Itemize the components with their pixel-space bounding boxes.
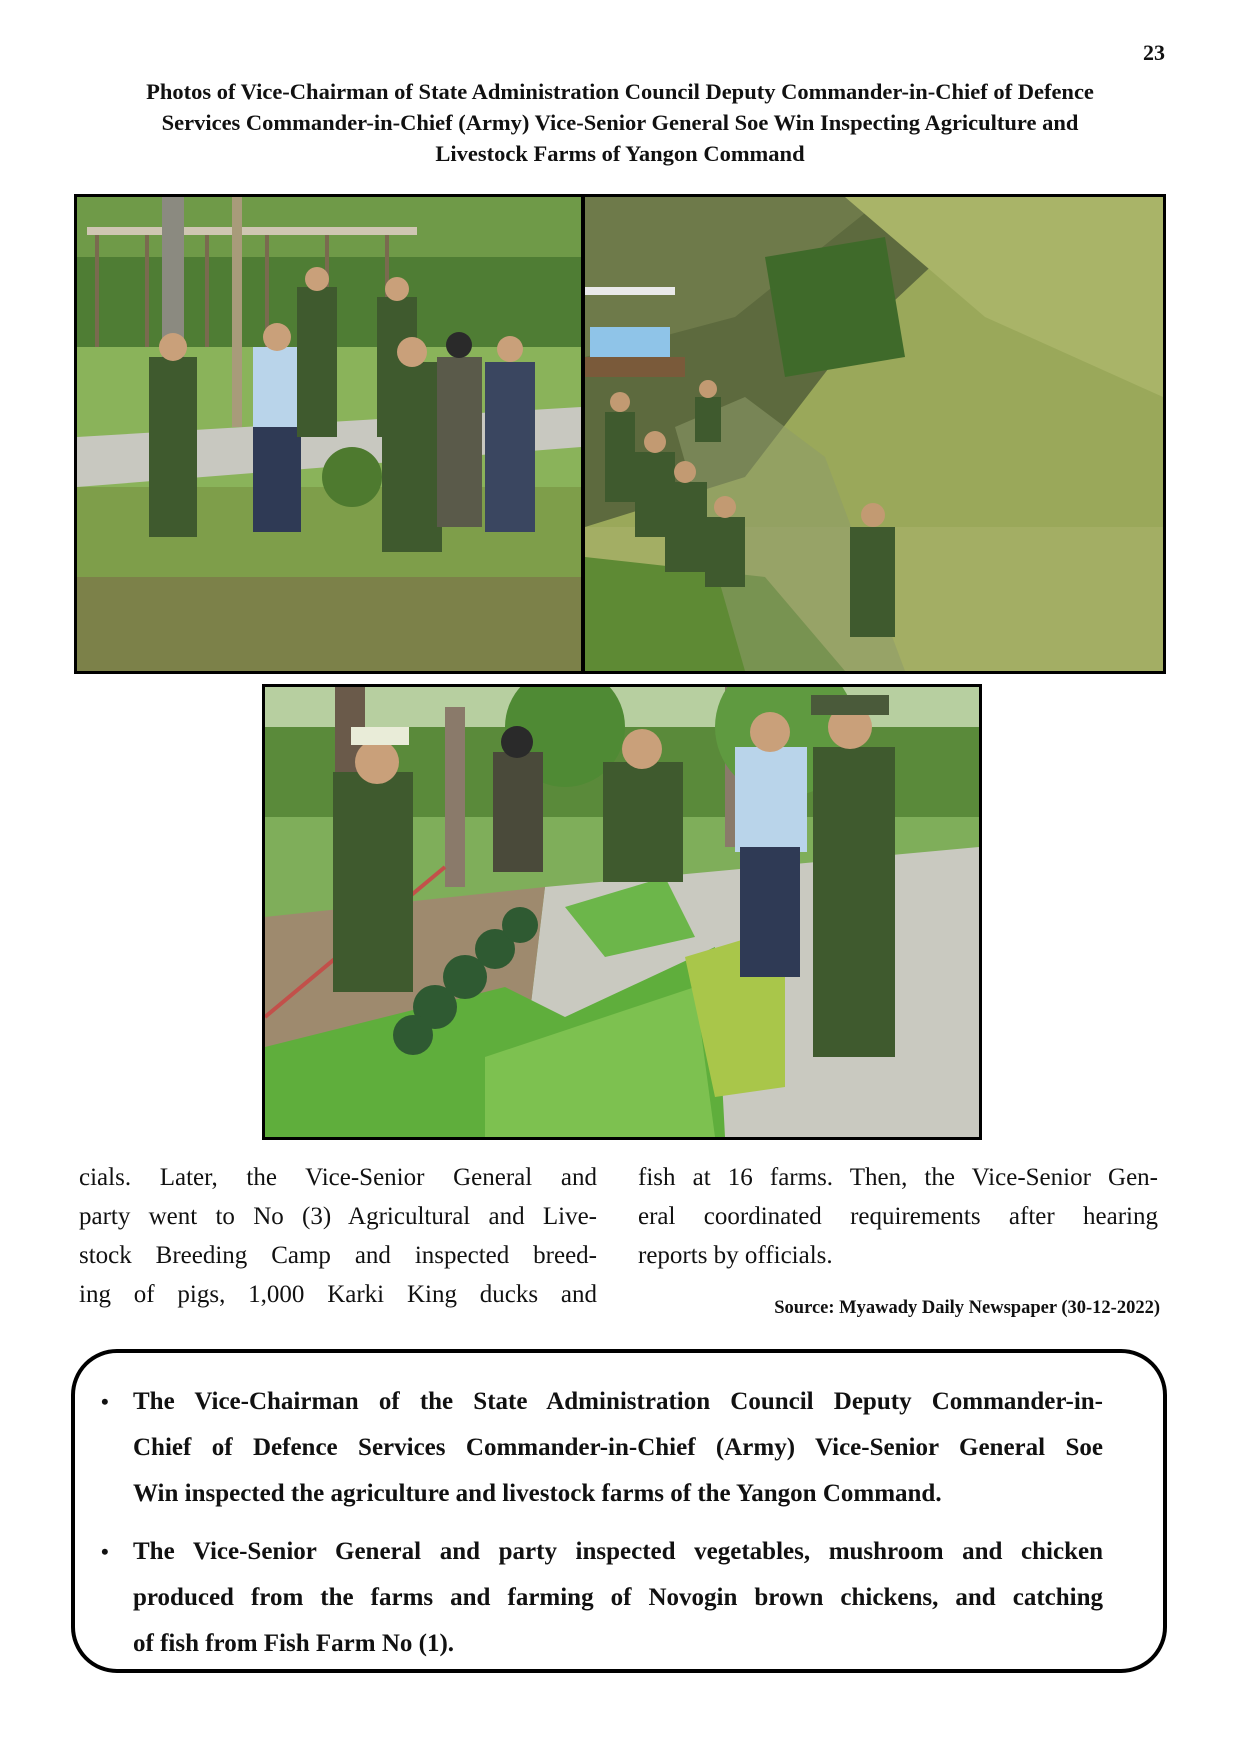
photo-produce-display bbox=[265, 687, 979, 1137]
text-line: cials. Later, the Vice-Senior General and bbox=[79, 1164, 597, 1191]
text-line: eral coordinated requirements after hearing bbox=[638, 1203, 1158, 1230]
text-line: stock Breeding Camp and inspected breed- bbox=[79, 1242, 597, 1269]
bullet-icon: • bbox=[101, 1539, 109, 1564]
bullet-line: of fish from Fish Farm No (1). bbox=[133, 1630, 455, 1657]
photo-frame-top bbox=[74, 194, 1166, 674]
article-text-left-column bbox=[79, 1158, 597, 1314]
bullet-line: produced from the farms and farming of Novogin brown chickens, and catching bbox=[133, 1584, 1103, 1611]
summary-box bbox=[71, 1349, 1167, 1673]
text-line: reports by officials. bbox=[638, 1242, 833, 1269]
bullet-text bbox=[133, 1379, 1103, 1517]
title-line: Services Commander-in-Chief (Army) Vice-Senior General Soe Win Inspecting Agriculture and bbox=[161, 110, 1079, 135]
photo-frame-bottom bbox=[262, 684, 982, 1140]
photo-fish-catching bbox=[585, 197, 1163, 671]
text-line: fish at 16 farms. Then, the Vice-Senior Gen- bbox=[638, 1164, 1158, 1191]
bullet-text bbox=[133, 1529, 1103, 1667]
article-text-right-column bbox=[638, 1158, 1158, 1275]
text-line: party went to No (3) Agricultural and Live- bbox=[79, 1203, 597, 1230]
text-line: ing of pigs, 1,000 Karki King ducks and bbox=[79, 1281, 597, 1308]
photo-officials-at-garden bbox=[77, 197, 581, 671]
page-title bbox=[70, 76, 1170, 169]
bullet-line: The Vice-Senior General and party inspected vegetables, mushroom and chicken bbox=[133, 1538, 1103, 1565]
title-line: Photos of Vice-Chairman of State Administration Council Deputy Commander-in-Chief of Defence bbox=[146, 79, 1094, 104]
page-number: 23 bbox=[1143, 40, 1165, 65]
bullet-line: The Vice-Chairman of the State Administration Council Deputy Commander-in- bbox=[133, 1388, 1103, 1415]
title-line: Livestock Farms of Yangon Command bbox=[435, 141, 805, 166]
source-citation: Source: Myawady Daily Newspaper (30-12-2022) bbox=[774, 1298, 1160, 1318]
bullet-icon: • bbox=[101, 1389, 109, 1414]
bullet-line: Win inspected the agriculture and livestock farms of the Yangon Command. bbox=[133, 1480, 942, 1507]
bullet-line: Chief of Defence Services Commander-in-Chief (Army) Vice-Senior General Soe bbox=[133, 1434, 1103, 1461]
